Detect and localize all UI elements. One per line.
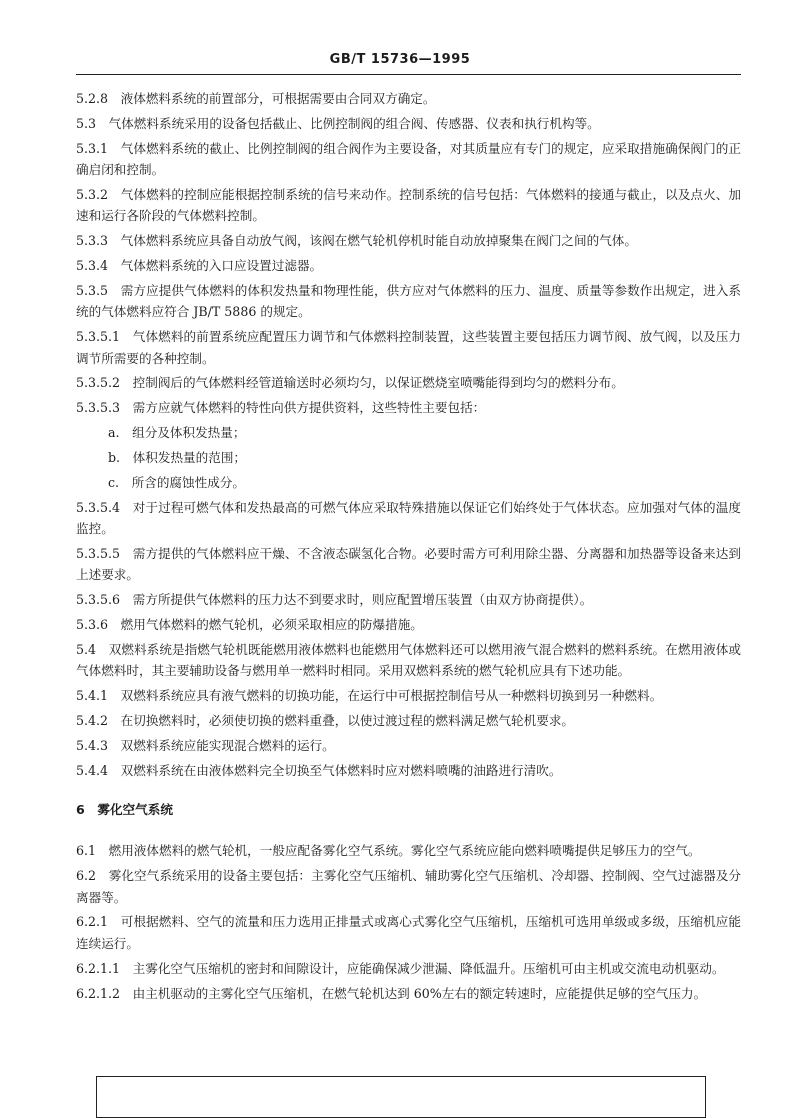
clause-5-3-5-4: 5.3.5.4 对于过程可燃气体和发热最高的可燃气体应采取特殊措施以保证它们始终处于气体状态。应加强对气体的温度监控。 xyxy=(76,499,741,536)
section-6-heading: 6 雾化空气系统 xyxy=(76,801,173,817)
clause-5-4-1: 5.4.1 双燃料系统应具有液气燃料的切换功能，在运行中可根据控制信号从一种燃料切换到另一种燃料。 xyxy=(76,688,663,704)
clause-5-3-5-5: 5.3.5.5 需方提供的气体燃料应干燥、不含液态碳氢化合物。必要时需方可利用除尘器、分离器和加热器等设备来达到上述要求。 xyxy=(76,545,741,583)
footer-frame xyxy=(96,1076,706,1118)
document-body xyxy=(76,88,741,1007)
clause-5-3-2: 5.3.2 气体燃料的控制应能根据控制系统的信号来动作。控制系统的信号包括：气体燃料的接通与截止，以及点火、加速和运行各阶段的气体燃料控制。 xyxy=(76,186,741,224)
clause-6-2-1-1: 6.2.1.1 主雾化空气压缩机的密封和间隙设计，应能确保减少泄漏、降低温升。压缩机可由主机或交流电动机驱动。 xyxy=(76,960,725,976)
clause-5-3-6: 5.3.6 燃用气体燃料的燃气轮机，必须采取相应的防爆措施。 xyxy=(76,616,423,632)
clause-6-2: 6.2 雾化空气系统采用的设备主要包括：主雾化空气压缩机、辅助雾化空气压缩机、冷却器、控制阀、空气过滤器及分离器等。 xyxy=(76,868,741,905)
list-item-c: c. 所含的腐蚀性成分。 xyxy=(108,474,245,490)
clause-5-2-8: 5.2.8 液体燃料系统的前置部分，可根据需要由合同双方确定。 xyxy=(76,91,436,106)
standard-number-header: GB/T 15736—1995 xyxy=(329,52,471,67)
header-divider xyxy=(76,74,741,75)
clause-5-4-4: 5.4.4 双燃料系统在由液体燃料完全切换至气体燃料时应对燃料喷嘴的油路进行清吹。 xyxy=(76,762,562,778)
clause-5-3-4: 5.3.4 气体燃料系统的入口应设置过滤器。 xyxy=(76,258,323,274)
clause-6-2-1: 6.2.1 可根据燃料、空气的流量和压力选用正排量式或离心式雾化空气压缩机，压缩机可选用单级或多级，压缩机应能连续运行。 xyxy=(76,914,741,951)
clause-6-1: 6.1 燃用液体燃料的燃气轮机，一般应配备雾化空气系统。雾化空气系统应能向燃料喷嘴提供足够压力的空气。 xyxy=(76,843,701,859)
clause-5-3-5-6: 5.3.5.6 需方所提供气体燃料的压力达不到要求时，则应配置增压装置（由双方协商提供）。 xyxy=(76,592,593,608)
clause-5-3-5-3: 5.3.5.3 需方应就气体燃料的特性向供方提供资料，这些特性主要包括： xyxy=(76,400,486,416)
clause-5-3-5: 5.3.5 需方应提供气体燃料的体积发热量和物理性能，供方应对气体燃料的压力、温度、质量等参数作出规定，进入系统的气体燃料应符合 JB/T 5886 的规定。 xyxy=(76,282,741,320)
clause-5-4-3: 5.4.3 双燃料系统应能实现混合燃料的运行。 xyxy=(76,737,335,753)
clause-5-3-3: 5.3.3 气体燃料系统应具备自动放气阀，该阀在燃气轮机停机时能自动放掉聚集在阀门之间的气体。 xyxy=(76,233,637,249)
clause-5-3-5-1: 5.3.5.1 气体燃料的前置系统应配置压力调节和气体燃料控制装置，这些装置主要包括压力调节阀、放气阀，以及压力调节所需要的各种控制。 xyxy=(76,329,741,366)
clause-5-4-2: 5.4.2 在切换燃料时，必须使切换的燃料重叠，以使过渡过程的燃料满足燃气轮机要求。 xyxy=(76,712,575,728)
list-item-a: a. 组分及体积发热量； xyxy=(108,425,246,441)
clause-5-3-5-2: 5.3.5.2 控制阀后的气体燃料经管道输送时必须均匀，以保证燃烧室喷嘴能得到均匀的燃料分布。 xyxy=(76,375,624,391)
clause-5-3-1: 5.3.1 气体燃料系统的截止、比例控制阀的组合阀作为主要设备，对其质量应有专门的规定，应采取措施确保阀门的正确启闭和控制。 xyxy=(76,140,741,178)
clause-6-2-1-2: 6.2.1.2 由主机驱动的主雾化空气压缩机，在燃气轮机达到 60%左右的额定转速时，应能提供足够的空气压力。 xyxy=(76,985,707,1001)
clause-5-4: 5.4 双燃料系统是指燃气轮机既能燃用液体燃料也能燃用气体燃料还可以燃用液气混合燃料的燃料系统。在燃用液体或气体燃料时，其主要辅助设备与燃用单一燃料时相同。采用双燃料系统的燃气轮机应具有下述功能。 xyxy=(76,641,741,679)
clause-5-3: 5.3 气体燃料系统采用的设备包括截止、比例控制阀的组合阀、传感器、仪表和执行机构等。 xyxy=(76,115,600,131)
list-item-b: b. 体积发热量的范围； xyxy=(108,449,247,465)
